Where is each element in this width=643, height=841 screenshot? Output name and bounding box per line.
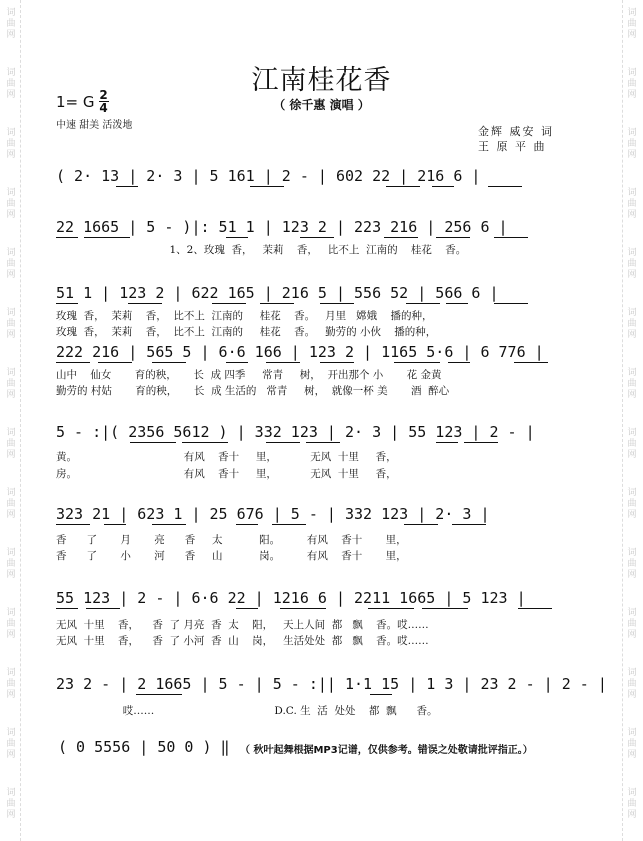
watermark-glyph-group: 词 曲 网 (6, 248, 16, 280)
left-border-line (20, 0, 21, 841)
notation-row-8: 23 2 - | 2 1665 | 5 - | 5 - :|| 1·1 15 | 1 3 | 23 2 - | 2 - | (56, 675, 607, 693)
transcription-note: （ 秋叶起舞根据MP3记谱，仅供参考。错误之处敬请批评指正。） (240, 745, 533, 756)
lyricist-credit: 金辉 威安 词 (478, 125, 554, 138)
watermark-glyph-group: 词 曲 网 (627, 548, 637, 580)
underline (266, 442, 300, 443)
right-border-line (622, 0, 623, 841)
notation-row-2: 22 1665 | 5 - )|: 51 1 | 123 2 | 223 216 | 256 6 | (56, 218, 508, 236)
underline (86, 608, 120, 609)
underline (152, 362, 186, 363)
lyric-row-5-verse-2: 房。 有风 香十 里， 无风 十里 香， (56, 468, 397, 480)
lyric-row-4-verse-2: 勤劳的 村姑 育的秧， 长 成 生活的 常青 树， 就像一杯 美 酒 醉心 (56, 385, 450, 397)
watermark-glyph-group: 词 曲 网 (6, 728, 16, 760)
key-signature (56, 89, 109, 114)
underline (56, 608, 78, 609)
underline (386, 186, 420, 187)
song-title: 江南桂花香 (251, 65, 392, 96)
singer-credit: （ 徐千惠 演唱 ） (273, 98, 370, 112)
time-signature (99, 89, 109, 114)
underline (56, 524, 90, 525)
underline (280, 608, 326, 609)
underline (306, 442, 340, 443)
watermark-glyph-group: 词 曲 网 (6, 8, 16, 40)
underline (448, 362, 470, 363)
underline (384, 237, 418, 238)
notation-row-4: 222 216 | 565 5 | 6·6 166 | 123 2 | 1165 5·6 | 6 776 | (56, 343, 544, 361)
underline (260, 303, 294, 304)
underline (436, 237, 470, 238)
underline (394, 362, 440, 363)
watermark-glyph-group: 词 曲 网 (6, 188, 16, 220)
underline (56, 303, 78, 304)
ending-notation: ( 0 5556 | 50 0 ) ‖ (58, 738, 230, 756)
notation-row-3: 51 1 | 123 2 | 622 165 | 216 5 | 556 52 | 566 6 | (56, 284, 499, 302)
lyric-row-6-verse-2: 香 了 小 河 香 山 岗。 有风 香十 里， (56, 550, 407, 562)
watermark-glyph-group: 词 曲 网 (6, 548, 16, 580)
watermark-glyph-group: 词 曲 网 (6, 608, 16, 640)
underline (266, 362, 300, 363)
underline (128, 303, 162, 304)
underline (226, 362, 248, 363)
underline (130, 442, 176, 443)
underline (104, 524, 126, 525)
underline (404, 524, 438, 525)
underline (116, 186, 138, 187)
lyric-row-8: 哎…… D.C. 生 活 处处 都 飘 香。 (56, 705, 438, 717)
lyric-row-3-verse-2: 玫瑰 香， 茉莉 香， 比不上 江南的 桂花 香。 勤劳的 小伙 播的种， (56, 326, 437, 338)
watermark-glyph-group: 词 曲 网 (627, 128, 637, 160)
notation-row-7: 55 123 | 2 - | 6·6 22 | 1216 6 | 2211 1665 | 5 123 | (56, 589, 526, 607)
underline (272, 524, 306, 525)
watermark-glyph-group: 词 曲 网 (627, 248, 637, 280)
lyric-row-7-verse-2: 无风 十里 香， 香 了 小河 香 山 岗， 生活处处 都 飘 香。哎…… (56, 635, 429, 647)
watermark-glyph-group: 词 曲 网 (6, 368, 16, 400)
underline (250, 186, 284, 187)
lyric-row-5-verse-1: 黄。 有风 香十 里， 无风 十里 香， (56, 451, 397, 463)
underline (446, 303, 468, 304)
underline (56, 237, 78, 238)
watermark-glyph-group: 词 曲 网 (6, 428, 16, 460)
watermark-glyph-group: 词 曲 网 (627, 368, 637, 400)
lyric-row-7-verse-1: 无风 十里 香， 香 了 月亮 香 太 阳， 天上人间 都 飘 香。哎…… (56, 619, 429, 631)
underline (152, 524, 186, 525)
composer-credit: 王 原 平 曲 (478, 140, 547, 153)
watermark-glyph-group: 词 曲 网 (627, 308, 637, 340)
underline (488, 186, 522, 187)
underline (494, 237, 528, 238)
underline (436, 442, 458, 443)
watermark-glyph-group: 词 曲 网 (627, 728, 637, 760)
watermark-glyph-group: 词 曲 网 (6, 488, 16, 520)
underline (236, 608, 258, 609)
underline (84, 237, 130, 238)
underline (98, 362, 132, 363)
watermark-glyph-group: 词 曲 网 (627, 488, 637, 520)
watermark-glyph-group: 词 曲 网 (6, 308, 16, 340)
lyric-row-3-verse-1: 玫瑰 香， 茉莉 香， 比不上 江南的 桂花 香。 月里 嫦娥 播的种， (56, 310, 433, 322)
watermark-glyph-group: 词 曲 网 (627, 608, 637, 640)
notation-row-5: 5 - :|( 2356 5612 ) | 332 123 | 2· 3 | 55 123 | 2 - | (56, 423, 535, 441)
time-signature-top: 2 (99, 88, 108, 102)
underline (182, 442, 228, 443)
lyric-row-6-verse-1: 香 了 月 亮 香 太 阳。 有风 香十 里， (56, 534, 407, 546)
time-signature-bottom: 4 (99, 101, 108, 115)
underline (370, 694, 392, 695)
key-label: 1= G (56, 92, 95, 111)
underline (518, 608, 552, 609)
underline (464, 442, 498, 443)
underline (320, 362, 354, 363)
tempo-marking: 中速 甜美 活泼地 (56, 120, 133, 131)
watermark-glyph-group: 词 曲 网 (627, 668, 637, 700)
underline (514, 362, 548, 363)
watermark-glyph-group: 词 曲 网 (627, 188, 637, 220)
notation-row-6: 323 21 | 623 1 | 25 676 | 5 - | 332 123 | 2· 3 | (56, 505, 490, 523)
watermark-glyph-group: 词 曲 网 (627, 68, 637, 100)
underline (494, 303, 528, 304)
watermark-glyph-group: 词 曲 网 (627, 8, 637, 40)
underline (452, 524, 486, 525)
underline (406, 303, 440, 304)
underline (368, 608, 414, 609)
underline (212, 303, 246, 304)
watermark-glyph-group: 词 曲 网 (6, 128, 16, 160)
underline (300, 237, 334, 238)
lyric-row-4-verse-1: 山中 仙女 育的秧， 长 成 四季 常青 树， 开出那个 小 花 金黄 (56, 369, 442, 381)
underline (236, 524, 258, 525)
underline (432, 186, 454, 187)
watermark-glyph-group: 词 曲 网 (6, 788, 16, 820)
underline (422, 608, 468, 609)
watermark-glyph-group: 词 曲 网 (627, 788, 637, 820)
underline (226, 237, 248, 238)
watermark-glyph-group: 词 曲 网 (627, 428, 637, 460)
lyric-row-2-verse-1: 1、2、玫瑰 香， 茉莉 香， 比不上 江南的 桂花 香。 (56, 244, 467, 256)
underline (56, 362, 90, 363)
notation-row-1: ( 2· 13 | 2· 3 | 5 161 | 2 - | 602 22 | 216 6 | (56, 167, 481, 185)
underline (136, 694, 182, 695)
underline (320, 303, 354, 304)
watermark-glyph-group: 词 曲 网 (6, 68, 16, 100)
watermark-glyph-group: 词 曲 网 (6, 668, 16, 700)
